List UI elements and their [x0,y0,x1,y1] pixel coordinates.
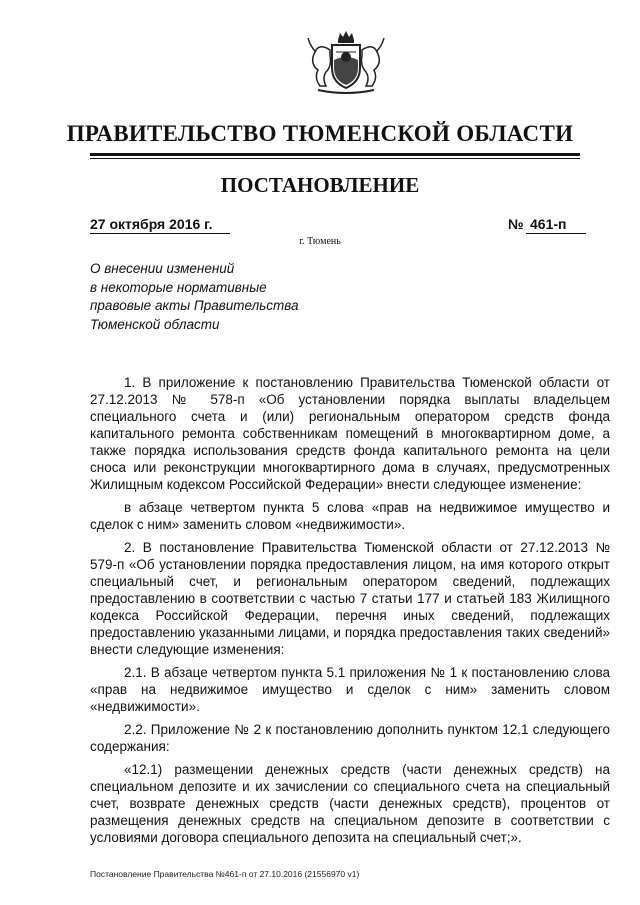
paragraph-2-2: 2.2. Приложение № 2 к постановлению дополнить пунктом 12.1 следующего содержания: [90,722,610,754]
paragraph-2: 2. В постановление Правительства Тюменской области от 27.12.2013 № 579-п «Об установлении порядка предоставления лицом, на имя которого открыт специальный счет, и региональным оператором сведений, подлежащих предоставлению в соответствии с частью 7 статьи 177 и статьей 183 Жилищного кодекса Российской Федерации, перечня иных сведений, подлежащих предоставлению указанными лицами, и порядка предоставления таких сведений» внести следующие изменения: [90,540,610,657]
header-rule-thick [90,153,580,156]
document-footer: Постановление Правительства №461-п от 27.10.2016 (21556970 v1) [90,869,360,879]
paragraph-12-1: «12.1) размещении денежных средств (части денежных средств) на специальном депозите и их зачислении со специального счета на специальный счет, возврате денежных средств (части денежных средств), процентов от размещения денежных средств на специальном депозите в соответствии с условиями договора специального депозита на специальный счет;». [90,762,610,845]
subject-line: в некоторые нормативные [90,279,267,295]
document-number: 461-п [526,216,586,234]
subject-line: правовые акты Правительства [90,298,299,313]
paragraph-1: 1. В приложение к постановлению Правительства Тюменской области от 27.12.2013 № 578-п «Об установлении порядка выплаты владельцем специального счета и (или) региональным оператором средств фонда капитального ремонта собственникам помещений в многоквартирном доме, а также порядка использования средств фонда капитального ремонта на цели сноса или реконструкции многоквартирного дома в случаях, предусмотренных Жилищным кодексом Российской Федерации» внести следующее изменение: [90,375,610,492]
header-rule-thin [90,158,580,159]
subject-line: О внесении изменений [90,261,235,276]
document-city: г. Тюмень [299,236,341,247]
paragraph-1-change: в абзаце четвертом пункта 5 слова «прав на недвижимое имущество и сделок с ним» заменить словом «недвижимости». [90,500,610,532]
document-date: 27 октября 2016 г. [90,216,230,234]
paragraph-2-1: 2.1. В абзаце четвертом пункта 5.1 приложения № 1 к постановлению слова «прав на недвижимое имущество и сделок с ним» заменить словом «недвижимости». [90,665,610,714]
document-body [90,374,610,846]
coat-of-arms-emblem [296,30,396,98]
document-type: ПОСТАНОВЛЕНИЕ [220,173,420,197]
subject-line: Тюменской области [90,316,220,332]
document-number-label: № [508,216,524,232]
document-subject [90,260,370,334]
government-title: ПРАВИТЕЛЬСТВО ТЮМЕНСКОЙ ОБЛАСТИ [66,121,574,146]
